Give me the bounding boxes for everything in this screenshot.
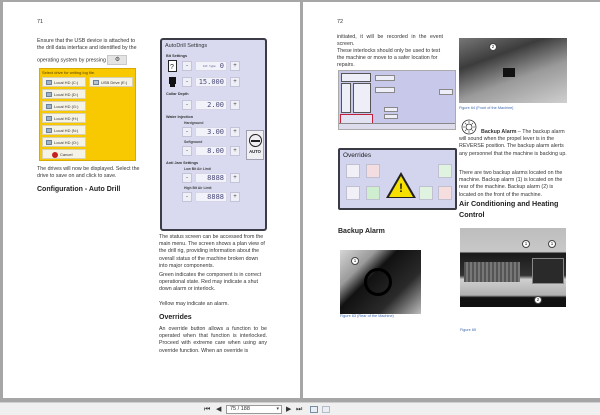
usb-drive-icon: [93, 80, 99, 85]
pdf-navigation-toolbar: [0, 402, 600, 415]
override-engine-button: [346, 186, 360, 200]
figure-64-callout: 2: [489, 43, 497, 51]
bit-settings-label: Bit Settings: [166, 54, 188, 58]
hard-drive-icon: [46, 80, 52, 85]
figure-65-callout: 1: [522, 240, 530, 248]
anti-jam-label: Anti Jam Settings: [166, 161, 199, 165]
drive-button-g: [42, 101, 86, 111]
page-number: 72: [337, 19, 344, 25]
bit-type-plus-button: +: [230, 61, 240, 71]
autodrill-settings-panel: [160, 38, 267, 231]
status-paragraph-1: The status screen can be accessed from the main menu. The screen shows a plan view of the drill rig, providing information about the overall status of the machine broken down into major components.: [159, 234, 265, 269]
drive-button-n: [42, 125, 86, 135]
figure-63-caption: Figure 63 (Rear of the Machine): [340, 314, 394, 318]
page-71: [3, 2, 300, 398]
collar-depth-minus-button: -: [182, 100, 192, 110]
previous-page-button[interactable]: ◀: [216, 406, 222, 413]
overrides-panel: [338, 148, 457, 210]
status-mini-left-column: [341, 83, 351, 113]
next-page-button[interactable]: ▶: [286, 406, 292, 413]
softground-minus-button: -: [182, 146, 192, 156]
alarm-device-shape: [503, 68, 515, 77]
drive-button-usb: [89, 77, 133, 87]
bit-size-plus-button: +: [230, 77, 240, 87]
drive-label: Local HD (C:): [54, 80, 79, 85]
drive-label: USB Drive (E:): [101, 80, 128, 85]
backup-alarm-paragraph: [459, 129, 569, 158]
page-number-input[interactable]: [226, 405, 282, 414]
collar-depth-label: Collar Depth: [166, 92, 189, 96]
heading-air-conditioning: Air Conditioning and Heating Control: [459, 199, 559, 219]
heading-configuration-auto-drill: Configuration - Auto Drill: [37, 186, 121, 193]
drive-label: Local HD (O:): [54, 140, 79, 145]
drive-button-o: [42, 137, 86, 147]
drill-bit-icon: [168, 76, 177, 88]
page-72: [303, 2, 600, 398]
hardground-value: 3.00: [195, 127, 227, 137]
intro-line-2: the drill data interface and identified by the: [37, 45, 137, 52]
status-mini-field: [375, 87, 395, 93]
backup-alarm-title: Backup Alarm: [481, 129, 517, 135]
autodrill-title: AutoDrill Settings: [165, 43, 208, 49]
status-mini-header: [341, 73, 371, 82]
drive-button-h: [42, 113, 86, 123]
drives-line-1: The drives will now be displayed. Select the: [37, 166, 140, 172]
status-mini-toolbar: [339, 123, 455, 129]
overrides-title: Overrides: [343, 152, 372, 159]
status-screen-screenshot: [338, 70, 456, 130]
override-rod-button: [366, 186, 380, 200]
hard-drive-icon: [46, 104, 52, 109]
hard-drive-icon: [46, 92, 52, 97]
interlock-text: These interlocks should only be used to test the machine or move to a safer location for repairs.: [337, 48, 441, 69]
low-limit-plus-button: +: [230, 173, 240, 183]
auto-mode-icon: [249, 134, 262, 147]
low-limit-minus-button: -: [182, 173, 192, 183]
status-mini-button: [439, 89, 453, 95]
warning-exclamation: !: [399, 181, 403, 195]
override-hydraulic-red-button: [438, 186, 452, 200]
identify-usb-button: [107, 55, 127, 65]
page-number-value: 75 / 188: [230, 406, 250, 412]
low-limit-value: 8888: [195, 173, 227, 183]
hardground-plus-button: +: [230, 127, 240, 137]
softground-label: Softground: [184, 140, 203, 144]
water-injection-label: Water Injection: [166, 115, 194, 119]
bit-size-minus-button: -: [182, 77, 192, 87]
hardground-minus-button: -: [182, 127, 192, 137]
status-paragraph-3: Yellow may indicate an alarm.: [159, 301, 229, 307]
status-mini-middle-column: [353, 83, 371, 113]
high-limit-label: High Bit Air Limit: [184, 186, 212, 190]
figure-64-caption: Figure 64 (Front of the Machine): [459, 106, 514, 110]
two-alarms-paragraph: There are two backup alarms located on the machine. Backup alarm (1) is located on the rear of the machine. Backup alarm (2) is located on the front of the machine.: [459, 170, 563, 198]
high-limit-minus-button: -: [182, 192, 192, 202]
overrides-paragraph: An override button allows a function to be operated when that function is interlocked. Proceed with extreme care when using any override function. When an override is: [159, 326, 267, 354]
cancel-icon: [52, 152, 58, 158]
drive-button-c: [42, 77, 86, 87]
svg-text:?: ?: [170, 64, 174, 71]
chevron-down-icon[interactable]: ▾: [276, 406, 279, 412]
figure-65-photo: [460, 228, 566, 307]
status-mini-field: [375, 75, 395, 81]
auto-button: [246, 130, 264, 160]
drive-button-d: [42, 89, 86, 99]
override-oil-button: [419, 186, 433, 200]
two-page-view-icon[interactable]: [322, 406, 330, 413]
bit-type-icon: [168, 60, 177, 72]
page-number: 71: [37, 19, 44, 25]
hard-drive-icon: [46, 140, 52, 145]
override-hydraulic-green-button: [438, 164, 452, 178]
drive-label: Local HD (D:): [54, 92, 79, 97]
collar-depth-plus-button: +: [230, 100, 240, 110]
drive-label: Local HD (G:): [54, 104, 79, 109]
low-limit-label: Low Bit Air Limit: [184, 167, 211, 171]
status-mini-field: [384, 114, 398, 119]
intro-line-3: operating system by pressing: [37, 57, 106, 64]
drives-text: [37, 166, 147, 180]
heading-backup-alarm: Backup Alarm: [338, 228, 385, 235]
softground-plus-button: +: [230, 146, 240, 156]
softground-value: 8.00: [195, 146, 227, 156]
vent-grille-shape: [464, 262, 520, 282]
figure-65-callout: 2: [534, 296, 542, 304]
status-mini-field: [384, 107, 398, 112]
bit-size-value: 15.000: [195, 77, 227, 87]
figure-65-caption: Figure 65: [460, 328, 477, 332]
drive-dialog-title: Select drive for writing log file.: [42, 70, 96, 75]
alarm-shape: [364, 268, 392, 296]
cancel-button: [42, 149, 86, 159]
intro-text: [37, 38, 147, 65]
bit-type-value: [195, 61, 227, 71]
continued-text: initiated, it will be recorded in the event screen.: [337, 34, 443, 48]
auto-label: AUTO: [249, 149, 261, 154]
high-limit-value: 8888: [195, 192, 227, 202]
single-page-view-icon[interactable]: [310, 406, 318, 413]
bit-type-unit: bit type: [203, 65, 216, 68]
hard-drive-icon: [46, 116, 52, 121]
hard-drive-icon: [46, 128, 52, 133]
drive-selection-dialog: [39, 68, 136, 161]
control-panel-shape: [532, 258, 564, 284]
status-paragraph-2: Green indicates the component is in correct operational state. Red may indicate a shut down alarm or interlock.: [159, 272, 262, 293]
bit-type-minus-button: -: [182, 61, 192, 71]
figure-63-photo: [340, 250, 421, 314]
figure-63-callout: 1: [351, 257, 359, 265]
heading-overrides: Overrides: [159, 314, 192, 321]
hardground-label: Hardground: [184, 121, 204, 125]
collar-depth-value: 2.00: [195, 100, 227, 110]
drives-line-2: drive to save on and click to save.: [37, 173, 117, 180]
drive-label: Local HD (H:): [54, 116, 79, 121]
usb-icon: ⚙: [114, 57, 121, 64]
drive-label: Local HD (N:): [54, 128, 79, 133]
last-page-button[interactable]: ⏭: [296, 406, 303, 413]
cancel-label: Cancel: [60, 152, 73, 157]
figure-65-callout: 1: [548, 240, 556, 248]
first-page-button[interactable]: ⏮: [204, 406, 211, 413]
intro-line-1: Ensure that the USB device is attached to: [37, 38, 136, 44]
figure-64-photo: [459, 38, 567, 103]
bit-type-number: 0: [219, 62, 224, 70]
high-limit-plus-button: +: [230, 192, 240, 202]
override-carousel-button: [366, 164, 380, 178]
backup-alarm-text: – The backup alarm will sound when the propel lever is in the REVERSE position. The backup alarm alerts any personnel that the machine is backing up.: [459, 129, 567, 157]
override-tracks-button: [346, 164, 360, 178]
